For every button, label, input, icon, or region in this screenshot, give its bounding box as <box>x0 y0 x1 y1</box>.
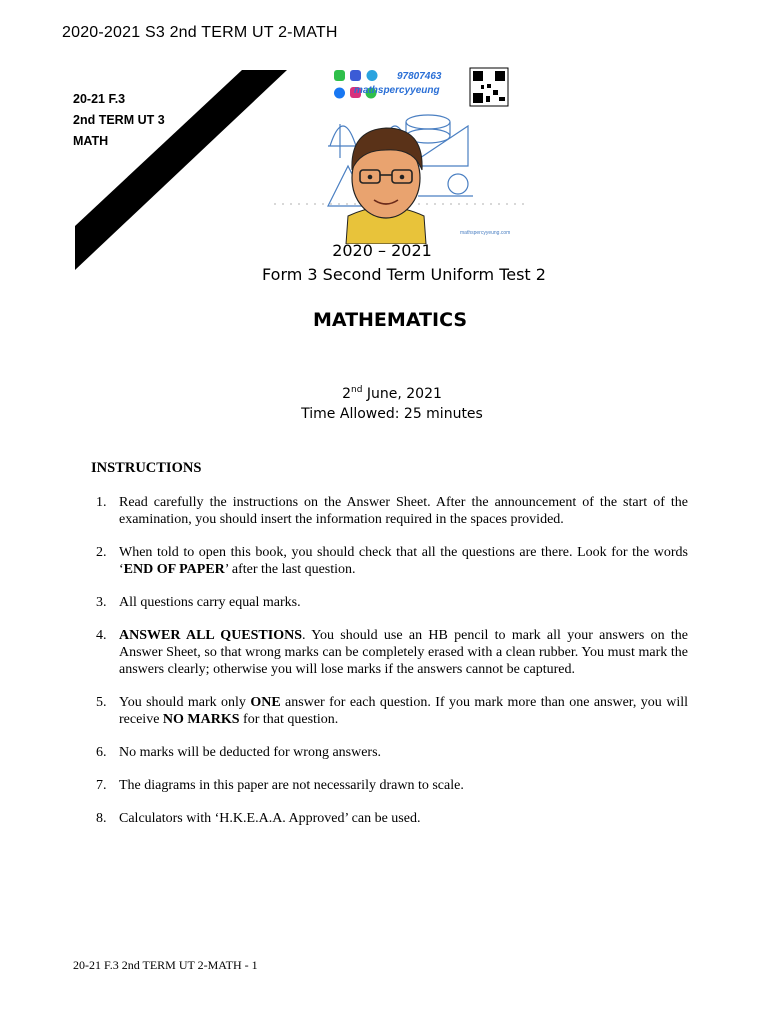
side-label <box>73 89 165 152</box>
side-label-line1: 20-21 F.3 <box>73 92 126 106</box>
facebook-icon <box>334 88 345 99</box>
telegram-icon <box>367 70 378 81</box>
instruction-item: 6. No marks will be deducted for wrong answers. <box>96 745 382 760</box>
website-label: mathspercyyeung.com <box>460 230 511 236</box>
side-label-line3: MATH <box>73 134 109 148</box>
subject-title: MATHEMATICS <box>312 309 468 331</box>
messenger-icon <box>350 70 361 81</box>
exam-date <box>8 385 768 402</box>
cartoon-avatar <box>346 128 426 244</box>
qr-code-icon <box>470 68 508 106</box>
instruction-item: 5. You should mark only ONE answer for each question. If you mark more than one answer, you will receive NO MARKS for that question. <box>96 695 688 727</box>
phone-number: 97807463 <box>397 71 442 82</box>
date-day: 2 <box>342 386 352 402</box>
date-superscript: nd <box>351 385 363 395</box>
instruction-item: 3. All questions carry equal marks. <box>96 595 301 610</box>
instructions-heading: INSTRUCTIONS <box>91 460 202 476</box>
date-rest: June, 2021 <box>362 386 442 402</box>
instruction-item: 8. Calculators with ‘H.K.E.A.A. Approved’ can be used. <box>96 811 421 826</box>
instruction-item: 2. When told to open this book, you should check that all the questions are there. Look for the words ‘END OF PAPER’ after the last question. <box>96 545 688 577</box>
instruction-item: 1. Read carefully the instructions on the Answer Sheet. After the announcement of the start of the examination, you should insert the information required in the spaces provided. <box>96 495 688 527</box>
instructions-list <box>96 494 688 843</box>
page-footer: 20-21 F.3 2nd TERM UT 2-MATH - 1 <box>73 958 258 972</box>
test-subtitle: Form 3 Second Term Uniform Test 2 <box>262 265 546 284</box>
instruction-item: 4. ANSWER ALL QUESTIONS. You should use an HB pencil to mark all your answers on the Answer Sheet, so that wrong marks can be completely erased with a clean rubber. You must mark the answers clearly; otherwise you will lose marks if the answers cannot be captured. <box>96 628 688 677</box>
time-allowed: Time Allowed: 25 minutes <box>301 406 483 422</box>
school-year: 2020 – 2021 <box>332 241 432 260</box>
side-label-line2: 2nd TERM UT 3 <box>73 113 165 127</box>
instruction-item: 7. The diagrams in this paper are not necessarily drawn to scale. <box>96 778 464 793</box>
social-handle: mathspercyyeung <box>354 85 440 96</box>
whatsapp-icon <box>334 70 345 81</box>
document-header: 2020-2021 S3 2nd TERM UT 2-MATH <box>62 24 338 41</box>
